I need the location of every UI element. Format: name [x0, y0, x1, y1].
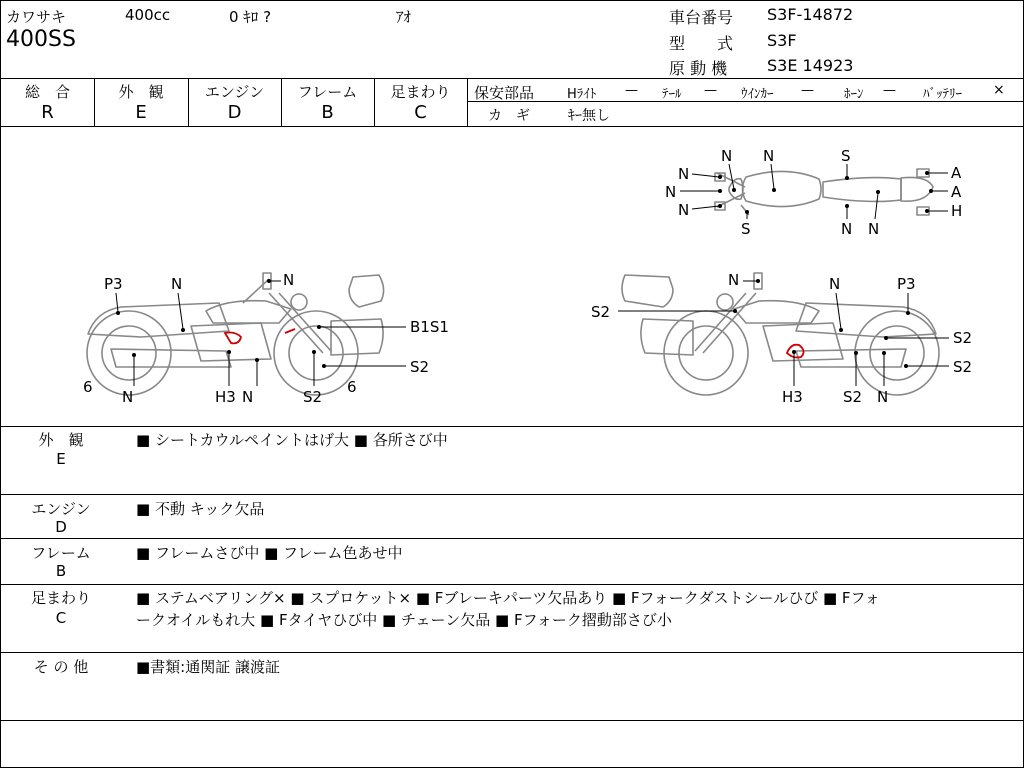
left-view-damage — [225, 329, 295, 343]
damage-diagram — [1, 1, 1023, 426]
remark-text: ■ ステムベアリング× ■ スプロケット× ■ Fブレーキパーツ欠品あり ■ Fフォークダストシールひび ■ Fフォ — [136, 589, 880, 607]
remark-text: ■ フレームさび中 ■ フレーム色あせ中 — [136, 544, 403, 562]
taillight-status: — — [704, 83, 717, 98]
remark-category: 外 観 — [38, 431, 84, 449]
left-label: S2 — [303, 388, 323, 406]
maker: カワサキ — [6, 8, 67, 26]
right-view-callouts — [591, 271, 972, 406]
left-label: N — [242, 388, 254, 406]
right-label: S2 — [953, 329, 973, 347]
left-label: N — [283, 271, 295, 289]
winker-label: ｳｲﾝｶｰ — [741, 87, 774, 102]
taillight-label: ﾃｰﾙ — [662, 87, 682, 102]
top-label: N — [763, 147, 775, 165]
top-view-motorcycle — [715, 169, 933, 215]
divider — [1, 720, 1023, 721]
left-label: 6 — [347, 378, 357, 396]
divider — [1, 426, 1023, 427]
safety-label: 保安部品 — [474, 84, 535, 102]
key-value: ｷｰ無し — [568, 108, 610, 124]
engine-no-label: 原 動 機 — [669, 59, 728, 78]
remark-text: ■書類:通関証 譲渡証 — [136, 658, 280, 676]
frame-no-label: 車台番号 — [669, 8, 734, 27]
left-label: 6 — [83, 378, 93, 396]
top-label: N — [841, 220, 853, 238]
left-label: B1S1 — [410, 318, 449, 336]
battery-status: × — [993, 82, 1005, 98]
top-label: S — [741, 220, 751, 238]
remark-grade: E — [56, 450, 66, 468]
left-label: H3 — [215, 388, 236, 406]
frame-label: フレーム — [297, 83, 358, 101]
top-label: N — [678, 165, 690, 183]
suspension-grade: C — [414, 102, 427, 123]
top-label: N — [665, 183, 677, 201]
top-label: A — [951, 183, 962, 201]
remark-text-continued: ークオイルもれ大 ■ Fタイヤひび中 ■ チェーン欠品 ■ Fフォーク摺動部さび小 — [136, 611, 672, 629]
engine-grade: D — [227, 102, 242, 123]
model-name: 400SS — [6, 27, 76, 52]
model-type: S3F — [767, 31, 797, 50]
remark-text: ■ シートカウルペイントはげ大 ■ 各所さび中 — [136, 431, 448, 449]
right-label: N — [728, 271, 740, 289]
overall-grade: R — [41, 102, 54, 123]
engine-label: エンジン — [204, 83, 265, 101]
divider — [1, 652, 1023, 653]
right-label: S2 — [843, 388, 863, 406]
divider — [1, 538, 1023, 539]
right-label: H3 — [782, 388, 803, 406]
left-label: S2 — [410, 358, 430, 376]
model-type-label: 型 式 — [669, 34, 734, 53]
suspension-label: 足まわり — [390, 83, 451, 101]
exterior-label: 外 観 — [118, 83, 164, 101]
left-label: N — [122, 388, 134, 406]
remark-category: フレーム — [31, 544, 91, 562]
divider — [1, 494, 1023, 495]
left-label: N — [171, 275, 183, 293]
displacement: 400cc — [125, 6, 171, 24]
winker-status: — — [801, 83, 814, 98]
key-label: カ ギ — [488, 108, 530, 124]
horn-status: — — [883, 83, 896, 98]
mileage: 0 ｷﾛ ? — [229, 8, 272, 26]
top-label: H — [951, 202, 963, 220]
left-label: P3 — [104, 275, 123, 293]
exterior-grade: E — [135, 102, 147, 123]
right-label: S2 — [953, 358, 973, 376]
right-label: S2 — [591, 303, 611, 321]
right-label: N — [877, 388, 889, 406]
top-label: N — [868, 220, 880, 238]
right-label: P3 — [897, 275, 916, 293]
right-view-motorcycle — [622, 273, 939, 395]
headlight-status: — — [625, 83, 638, 98]
frame-no: S3F-14872 — [767, 5, 854, 24]
body-color: ｱｵ — [396, 8, 412, 26]
remark-grade: D — [55, 518, 67, 536]
top-label: N — [678, 201, 690, 219]
remark-category: そ の 他 — [33, 658, 89, 676]
headlight-label: Hﾗｲﾄ — [567, 87, 597, 102]
top-label: N — [721, 147, 733, 165]
remark-text: ■ 不動 キック欠品 — [136, 500, 265, 518]
engine-no: S3E 14923 — [767, 56, 854, 75]
remark-category: 足まわり — [30, 589, 91, 607]
top-label: S — [841, 147, 851, 165]
remark-grade: B — [55, 562, 67, 580]
top-view-callouts — [665, 147, 962, 238]
frame-grade: B — [321, 102, 334, 123]
divider — [1, 584, 1023, 585]
horn-label: ﾎｰﾝ — [844, 87, 864, 102]
right-label: N — [829, 275, 841, 293]
overall-label: 総 合 — [24, 83, 70, 101]
battery-label: ﾊﾞｯﾃﾘｰ — [923, 87, 962, 102]
remark-category: エンジン — [31, 500, 91, 518]
remark-grade: C — [55, 609, 67, 627]
top-label: A — [951, 164, 962, 182]
